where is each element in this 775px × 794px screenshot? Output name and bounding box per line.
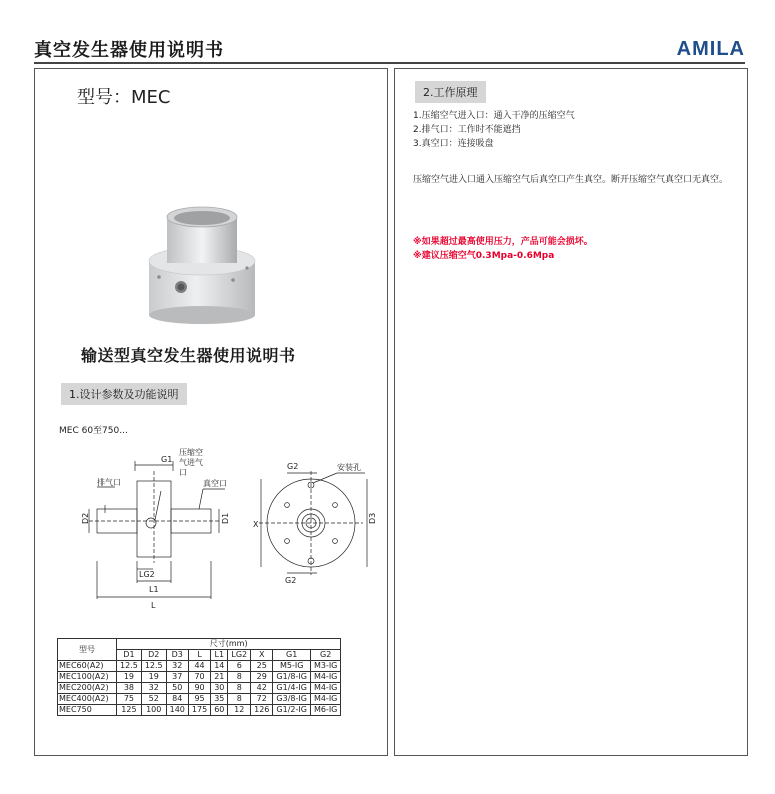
table-cell: G1/2-IG (273, 705, 311, 716)
section-label-principle: 2.工作原理 (415, 81, 486, 103)
front-view (259, 471, 367, 575)
model-cell: MEC100(A2) (58, 672, 117, 683)
warning-item: ※如果超过最高使用压力，产品可能会损坏。 (413, 237, 593, 247)
label-d2: D2 (81, 512, 90, 524)
table-cell: 32 (141, 683, 166, 694)
table-row (58, 705, 341, 716)
table-cell: 12.5 (117, 661, 142, 672)
table-cell: 21 (211, 672, 228, 683)
table-cell: 25 (251, 661, 273, 672)
label-x: X (253, 520, 259, 529)
model-title: 型号：MEC (77, 87, 171, 108)
table-cell: 38 (117, 683, 142, 694)
label-vacuum-port: 真空口 (203, 479, 227, 488)
label-inlet-3: 口 (179, 468, 187, 477)
table-cell: 175 (188, 705, 210, 716)
table-cell: 8 (228, 683, 251, 694)
table-cell: M4-IG (310, 672, 340, 683)
table-cell: 19 (141, 672, 166, 683)
table-cell: 90 (188, 683, 210, 694)
table-cell: G1/8-IG (273, 672, 311, 683)
table-row (58, 672, 341, 683)
principle-description: 压缩空气进入口通入压缩空气后真空口产生真空。断开压缩空气真空口无真空。 (413, 175, 729, 185)
table-cell: 95 (188, 694, 210, 705)
label-l: L (151, 601, 156, 610)
table-cell: 72 (251, 694, 273, 705)
table-cell: 14 (211, 661, 228, 672)
principle-list (413, 109, 575, 151)
label-d3: D3 (368, 512, 377, 524)
col-header: X (251, 650, 273, 661)
table-cell: 29 (251, 672, 273, 683)
table-cell: 32 (166, 661, 188, 672)
label-inlet-1: 压缩空 (179, 448, 203, 457)
col-header: L (188, 650, 210, 661)
model-header: 型号 (58, 639, 117, 661)
label-d1: D1 (221, 512, 230, 524)
header-rule (34, 62, 745, 64)
table-cell: 140 (166, 705, 188, 716)
label-inlet-2: 气进气 (179, 458, 203, 467)
table-cell: M6-IG (310, 705, 340, 716)
table-cell: 52 (141, 694, 166, 705)
table-cell: 100 (141, 705, 166, 716)
label-l1: L1 (149, 585, 159, 594)
table-cell: 126 (251, 705, 273, 716)
model-cell: MEC60(A2) (58, 661, 117, 672)
brand-logo: AMILA (676, 38, 745, 60)
principle-item: 1.压缩空气进入口：通入干净的压缩空气 (413, 111, 575, 121)
table-cell: 12 (228, 705, 251, 716)
model-range: MEC 60至750... (59, 426, 128, 436)
model-cell: MEC200(A2) (58, 683, 117, 694)
table-cell: 75 (117, 694, 142, 705)
col-header: L1 (211, 650, 228, 661)
dimension-diagram (75, 447, 375, 613)
label-g1: G1 (161, 455, 173, 464)
guide-title: 输送型真空发生器使用说明书 (81, 346, 296, 365)
table-cell: 125 (117, 705, 142, 716)
document-title: 真空发生器使用说明书 (34, 40, 224, 61)
table-cell: M5-IG (273, 661, 311, 672)
label-lg2: LG2 (139, 570, 155, 579)
table-cell: 19 (117, 672, 142, 683)
table-cell: 84 (166, 694, 188, 705)
table-cell: 8 (228, 672, 251, 683)
left-panel (34, 68, 388, 756)
table-cell: 50 (166, 683, 188, 694)
col-header: D1 (117, 650, 142, 661)
principle-item: 2.排气口：工作时不能遮挡 (413, 125, 521, 135)
col-header: G1 (273, 650, 311, 661)
model-cell: MEC400(A2) (58, 694, 117, 705)
table-cell: 60 (211, 705, 228, 716)
label-g2-bottom: G2 (285, 576, 297, 585)
table-cell: 12.5 (141, 661, 166, 672)
col-header: LG2 (228, 650, 251, 661)
table-cell: 6 (228, 661, 251, 672)
warning-notes (413, 235, 593, 263)
table-cell: M4-IG (310, 694, 340, 705)
product-image (137, 157, 267, 327)
col-header: D3 (166, 650, 188, 661)
principle-item: 3.真空口：连接吸盘 (413, 139, 494, 149)
table-cell: 70 (188, 672, 210, 683)
label-mount-hole: 安装孔 (337, 463, 361, 472)
col-header: G2 (310, 650, 340, 661)
table-cell: 8 (228, 694, 251, 705)
col-header: D2 (141, 650, 166, 661)
table-cell: 37 (166, 672, 188, 683)
label-g2-top: G2 (287, 462, 299, 471)
spec-table (57, 638, 341, 716)
table-cell: M4-IG (310, 683, 340, 694)
right-panel (394, 68, 748, 756)
label-exhaust: 排气口 (97, 478, 121, 487)
table-row (58, 694, 341, 705)
table-cell: G3/8-IG (273, 694, 311, 705)
section-label-design: 1.设计参数及功能说明 (61, 383, 187, 405)
table-cell: G1/4-IG (273, 683, 311, 694)
table-cell: 44 (188, 661, 210, 672)
table-row (58, 661, 341, 672)
dim-header: 尺寸(mm) (117, 639, 341, 650)
table-cell: 42 (251, 683, 273, 694)
table-cell: 35 (211, 694, 228, 705)
table-cell: 30 (211, 683, 228, 694)
table-row (58, 683, 341, 694)
table-cell: M3-IG (310, 661, 340, 672)
warning-item: ※建议压缩空气0.3Mpa-0.6Mpa (413, 251, 555, 261)
model-cell: MEC750 (58, 705, 117, 716)
